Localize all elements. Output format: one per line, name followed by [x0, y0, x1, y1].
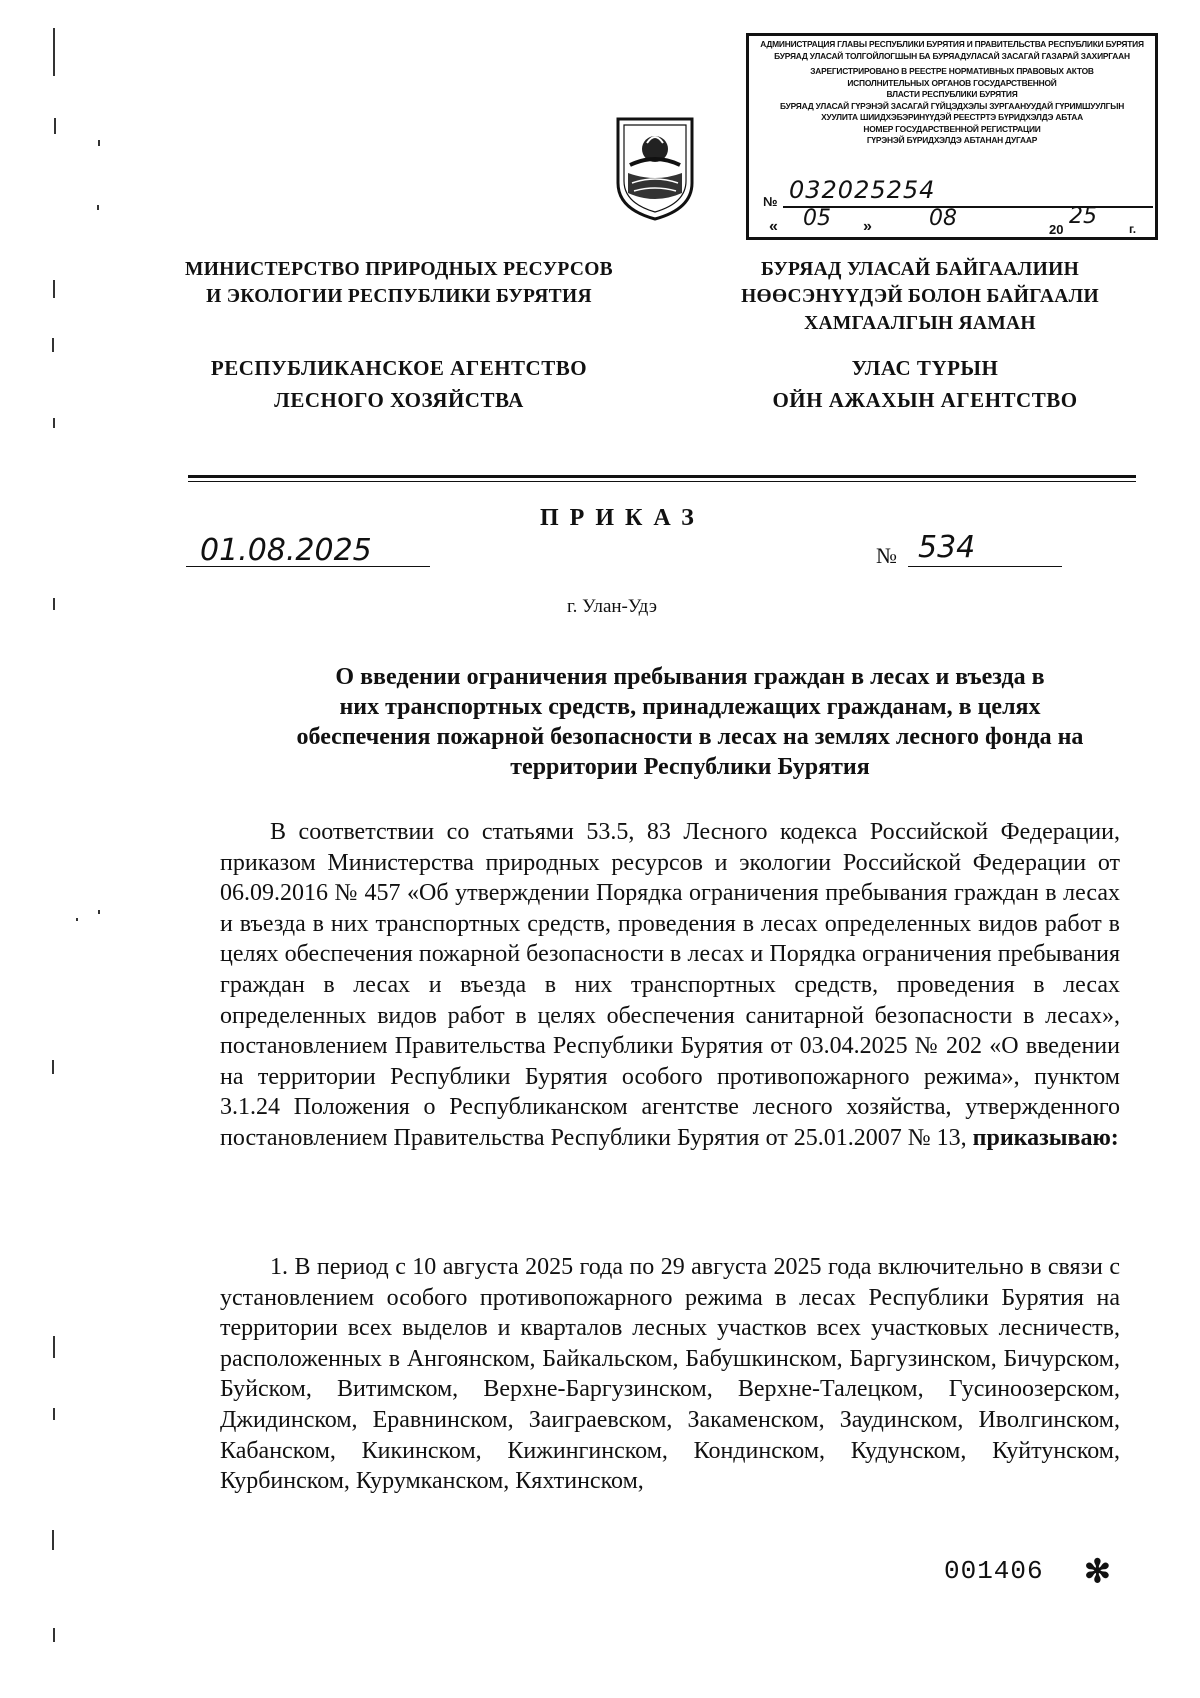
stamp-line: ГҮРЭНЭЙ БҮРИДХЭЛДЭ АБТАНАН ДУГААР	[866, 135, 1038, 145]
stamp-year-prefix: 20	[1049, 222, 1064, 237]
preamble-paragraph	[220, 817, 1120, 1154]
order-date: 01.08.2025	[200, 533, 372, 568]
scan-mark	[53, 1628, 55, 1642]
stamp-line: ВЛАСТИ РЕСПУБЛИКИ БУРЯТИЯ	[886, 89, 1018, 99]
scan-mark	[53, 280, 55, 298]
stamp-day: 05	[803, 206, 831, 231]
order-city: г. Улан-Удэ	[567, 596, 657, 617]
title-line: обеспечения пожарной безопасности в лесах на землях лесного фонда на	[296, 724, 1084, 750]
republic-emblem	[612, 113, 698, 223]
agency-line: УЛАС ТҮРЫН	[851, 356, 999, 380]
scan-mark	[53, 418, 55, 428]
stamp-line: ЗАРЕГИСТРИРОВАНО В РЕЕСТРЕ НОРМАТИВНЫХ ПРАВОВЫХ АКТОВ	[810, 66, 1094, 76]
agency-line: ОЙН АЖАХЫН АГЕНТСТВО	[772, 388, 1078, 412]
order-date-underline	[186, 566, 430, 567]
form-serial-number: 001406	[944, 1556, 1044, 1586]
stamp-month: 08	[929, 206, 957, 231]
scan-mark	[53, 28, 55, 76]
stamp-number-value: 032025254	[789, 176, 936, 204]
header-separator	[188, 475, 1136, 478]
order-item-1: 1. В период с 10 августа 2025 года по 29 августа 2025 года включительно в связи с установлением особого противопожарного режима в лесах Республики Бурятия на территории всех выделов и кварталов лесных участков всех участковых лесничеств, расположенных в Ангоянском, Байкальском, Бабушкинском, Баргузинском, Бичурском, Буйском, Витимском, Верхне-Баргузинском, Верхне-Талецком, Гусиноозерском, Джидинском, Еравнинском, Заиграевском, Закаменском, Заудинском, Иволгинском, Кабанском, Кикинском, Кижингинском, Кондинском, Кудунском, Куйтунском, Курбинском, Курумканском, Кяхтинском,	[220, 1254, 1120, 1495]
stamp-line: АДМИНИСТРАЦИЯ ГЛАВЫ РЕСПУБЛИКИ БУРЯТИЯ И ПРАВИТЕЛЬСТВА РЕСПУБЛИКИ БУРЯТИЯ	[760, 39, 1144, 49]
agency-name-bua	[730, 352, 1120, 416]
scan-mark	[76, 918, 78, 921]
stamp-line: БУРЯАД УЛАСАЙ ТОЛГОЙЛОГШЫН БА БУРЯАДУЛАСАЙ ЗАСАГАЙ ГАЗАРАЙ ЗАХИРГААН	[774, 50, 1130, 61]
agency-line: РЕСПУБЛИКАНСКОЕ АГЕНТСТВО	[210, 356, 588, 380]
agency-line: ЛЕСНОГО ХОЗЯЙСТВА	[274, 388, 524, 412]
title-line: территории Республики Бурятия	[510, 754, 870, 780]
order-number-sign: №	[876, 543, 897, 568]
stamp-date	[763, 204, 1153, 242]
ministry-name-bua	[720, 256, 1120, 337]
scan-mark	[53, 1336, 55, 1358]
preamble-command: приказываю:	[972, 1124, 1119, 1151]
stamp-line: ХУУЛИТА ШИИДХЭБЭРИНҮҮДЭЙ РЕЕСТРТЭ БҮРИДХЭЛДЭ АБТАА	[821, 112, 1083, 122]
stamp-open-quote: «	[769, 218, 778, 235]
scan-mark	[52, 1530, 54, 1550]
order-number: 534	[918, 530, 976, 565]
ministry-line: ХАМГААЛГЫН ЯАМАН	[804, 313, 1036, 334]
scan-mark	[97, 205, 99, 210]
asterisk-mark: ✻	[1084, 1553, 1111, 1589]
title-line: них транспортных средств, принадлежащих гражданам, в целях	[339, 694, 1041, 720]
order-title	[250, 662, 1130, 782]
stamp-date-underline	[769, 237, 1147, 239]
stamp-line: НОМЕР ГОСУДАРСТВЕННОЙ РЕГИСТРАЦИИ	[863, 123, 1041, 134]
preamble-text: В соответствии со статьями 53.5, 83 Лесного кодекса Российской Федерации, приказом Министерства природных ресурсов и экологии Российской Федерации от 06.09.2016 № 457 «Об утверждении Порядка ограничения пребывания граждан в лесах и въезда в них транспортных средств, проведения в лесах определенных видов работ в целях обеспечения пожарной безопасности в лесах и Порядка ограничения пребывания граждан в лесах и въезда в них транспортных средств, проведения в лесах определенных видов работ в целях обеспечения санитарной безопасности в лесах», постановлением Правительства Республики Бурятия от 03.04.2025 № 202 «О введении на территории Республики Бурятия особого противопожарного режима», пунктом 3.1.24 Положения о Республиканском агентстве лесного хозяйства, утвержденного постановлением Правительства Республики Бурятия от 25.01.2007 № 13,	[220, 819, 1120, 1151]
header-separator-thin	[188, 481, 1136, 482]
scan-mark	[52, 338, 54, 352]
stamp-year-suffix: 25	[1069, 204, 1097, 229]
scan-mark	[98, 140, 100, 146]
agency-name-ru	[184, 352, 614, 416]
stamp-number-underline	[783, 206, 1153, 208]
stamp-number-prefix: №	[763, 194, 778, 209]
ministry-name-ru	[184, 256, 614, 310]
scan-mark	[52, 1060, 54, 1074]
registration-stamp	[746, 33, 1158, 240]
stamp-close-quote: »	[863, 218, 872, 235]
stamp-registration-number	[763, 176, 1143, 209]
stamp-year-mark: г.	[1129, 222, 1137, 236]
scan-mark	[54, 118, 56, 134]
title-line: О введении ограничения пребывания граждан в лесах и въезда в	[335, 664, 1045, 690]
scan-mark	[98, 910, 100, 914]
ministry-line: НӨӨСЭНҮҮДЭЙ БОЛОН БАЙГААЛИ	[741, 286, 1099, 307]
ministry-line: И ЭКОЛОГИИ РЕСПУБЛИКИ БУРЯТИЯ	[206, 286, 592, 307]
document-heading: ПРИКАЗ	[540, 505, 705, 531]
ministry-line: МИНИСТЕРСТВО ПРИРОДНЫХ РЕСУРСОВ	[185, 259, 613, 280]
ministry-line: БУРЯАД УЛАСАЙ БАЙГААЛИИН	[760, 259, 1080, 280]
stamp-line: БУРЯАД УЛАСАЙ ГҮРЭНЭЙ ЗАСАГАЙ ГҮЙЦЭДХЭЛЫ ЗУРГААНУУДАЙ ГҮРИМШУУЛГЫН	[779, 100, 1125, 111]
stamp-line: ИСПОЛНИТЕЛЬНЫХ ОРГАНОВ ГОСУДАРСТВЕННОЙ	[847, 77, 1057, 88]
scan-mark	[53, 1408, 55, 1420]
order-number-underline	[908, 566, 1062, 567]
